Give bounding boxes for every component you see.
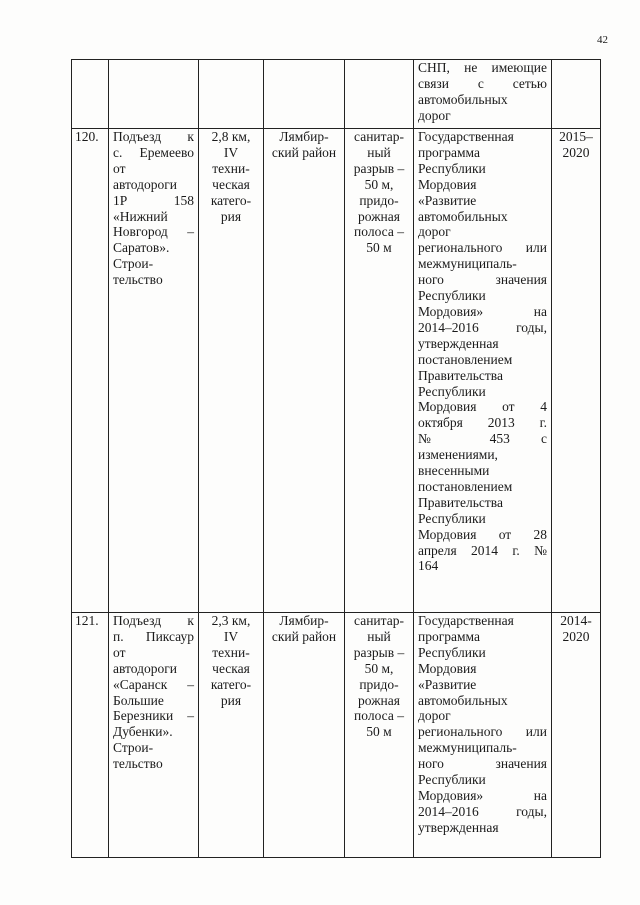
text-line: 50 м — [366, 724, 392, 740]
text-line: 2020 — [562, 628, 590, 644]
text-line: автомобильных — [418, 692, 508, 708]
text-line: рия — [220, 208, 242, 224]
text-line: рия — [220, 692, 242, 708]
cell-object — [109, 613, 199, 858]
text-line: № 453 с — [418, 431, 547, 447]
cell-years — [552, 129, 601, 613]
cell-length — [199, 60, 264, 129]
text-line: ческая — [212, 660, 250, 676]
cell-years — [552, 60, 601, 129]
text-line: автомобильных — [418, 91, 508, 107]
cell-zone — [345, 613, 414, 858]
text-line: Республики — [418, 644, 486, 660]
text-line: утвержденная — [418, 819, 499, 835]
text-line: рожная — [358, 692, 400, 708]
text-line: катего- — [210, 192, 252, 208]
text-line: октября 2013 г. — [418, 415, 547, 431]
text-line: придо- — [359, 192, 399, 208]
text-line: 1Р 158 — [113, 192, 194, 208]
text-line: Мордовия от 28 — [418, 526, 547, 542]
text-line: Государственная — [418, 129, 514, 144]
cell-district — [264, 613, 345, 858]
text-line: Мордовия — [418, 660, 477, 676]
text-line: Березники – — [113, 708, 194, 724]
text-line: от — [113, 160, 126, 176]
text-line: техни- — [212, 644, 250, 660]
text-line: «Развитие — [418, 192, 477, 208]
text-line: автодороги — [113, 176, 177, 192]
text-line: 50 м, — [364, 660, 394, 676]
text-line: полоса – — [354, 224, 404, 240]
text-line: IV — [223, 628, 239, 644]
text-line: ский район — [271, 628, 337, 644]
text-line: Подъезд к — [113, 613, 194, 628]
text-line: межмуниципаль- — [418, 256, 517, 272]
objects-table — [71, 59, 601, 858]
text-line: Мордовия от 4 — [418, 399, 547, 415]
text-line: Дубенки». — [113, 724, 173, 740]
text-line: 2015– — [559, 129, 593, 144]
table-row-120 — [72, 129, 601, 613]
text-line: постановлением — [418, 351, 513, 367]
text-line: тельство — [113, 756, 163, 772]
text-line: разрыв – — [353, 160, 405, 176]
text-line: внесенными — [418, 463, 490, 479]
cell-object — [109, 60, 199, 129]
text-line: Лямбир- — [279, 129, 329, 144]
page-number: 42 — [597, 34, 608, 46]
text-line: Строи- — [113, 740, 154, 756]
text-line: автодороги — [113, 660, 177, 676]
text-line: «Развитие — [418, 676, 477, 692]
cell-zone — [345, 60, 414, 129]
cell-num — [72, 60, 109, 129]
text-line: ский район — [271, 144, 337, 160]
text-line: от — [113, 644, 126, 660]
text-line: тельство — [113, 272, 163, 288]
text-line: Государственная — [418, 613, 514, 628]
text-line: 2,3 км, — [211, 613, 251, 628]
text-line: 2014–2016 годы, — [418, 319, 547, 335]
cell-district — [264, 129, 345, 613]
text-line: дорог — [418, 708, 451, 724]
text-line: автомобильных — [418, 208, 508, 224]
cell-zone — [345, 129, 414, 613]
text-line: 2,8 км, — [211, 129, 251, 144]
text-line: «Саранск – — [113, 676, 194, 692]
text-line: Правительства — [418, 367, 503, 383]
cell-program — [414, 129, 552, 613]
text-line: 2014- — [560, 613, 592, 628]
text-line: Саратов». — [113, 240, 170, 256]
text-line: ный — [367, 144, 391, 160]
text-line: полоса – — [354, 708, 404, 724]
text-line: Мордовия» на — [418, 787, 547, 803]
cell-object — [109, 129, 199, 613]
text-line: программа — [418, 144, 480, 160]
text-line: Республики — [418, 288, 486, 304]
cell-program — [414, 613, 552, 858]
text-line: ного значения — [418, 756, 547, 772]
text-line: Новгород – — [113, 224, 194, 240]
text-line: Республики — [418, 510, 486, 526]
text-line: 50 м, — [364, 176, 394, 192]
text-line: СНП, не имеющие — [418, 60, 547, 75]
text-line: Подъезд к — [113, 129, 194, 144]
text-line: Республики — [418, 160, 486, 176]
text-line: 50 м — [366, 240, 392, 256]
text-line: межмуниципаль- — [418, 740, 517, 756]
text-line: санитар- — [354, 613, 404, 628]
text-line: рожная — [358, 208, 400, 224]
text-line: придо- — [359, 676, 399, 692]
text-line: Большие — [113, 692, 164, 708]
text-line: Мордовия — [418, 176, 477, 192]
text-line: Правительства — [418, 494, 503, 510]
text-line: Строи- — [113, 256, 154, 272]
text-line: 164 — [418, 558, 439, 574]
text-line: 2020 — [562, 144, 590, 160]
text-line: IV — [223, 144, 239, 160]
continuation-row — [72, 60, 601, 129]
text-line: разрыв – — [353, 644, 405, 660]
cell-length — [199, 129, 264, 613]
text-line: техни- — [212, 160, 250, 176]
text-line: катего- — [210, 676, 252, 692]
text-line: Республики — [418, 772, 486, 788]
text-line: ный — [367, 628, 391, 644]
text-line: утвержденная — [418, 335, 499, 351]
text-line: с. Еремеево — [113, 144, 194, 160]
text-line: Мордовия» на — [418, 303, 547, 319]
cell-num: 121. — [72, 613, 109, 858]
text-line: Лямбир- — [279, 613, 329, 628]
text-line: санитар- — [354, 129, 404, 144]
text-line: ного значения — [418, 272, 547, 288]
text-line: регионального или — [418, 724, 547, 740]
cell-years — [552, 613, 601, 858]
text-line: ческая — [212, 176, 250, 192]
text-line: регионального или — [418, 240, 547, 256]
text-line: 2014–2016 годы, — [418, 803, 547, 819]
cell-num: 120. — [72, 129, 109, 613]
table-row-121 — [72, 613, 601, 858]
text-line: дорог — [418, 107, 451, 123]
text-line: дорог — [418, 224, 451, 240]
text-line: программа — [418, 628, 480, 644]
text-line: связи с сетью — [418, 75, 547, 91]
text-line: п. Пиксаур — [113, 628, 194, 644]
text-line: апреля 2014 г. № — [418, 542, 547, 558]
text-line: изменениями, — [418, 447, 498, 463]
cell-length — [199, 613, 264, 858]
text-line: «Нижний — [113, 208, 168, 224]
cell-district — [264, 60, 345, 129]
cell-program — [414, 60, 552, 129]
text-line: Республики — [418, 383, 486, 399]
text-line: постановлением — [418, 478, 513, 494]
